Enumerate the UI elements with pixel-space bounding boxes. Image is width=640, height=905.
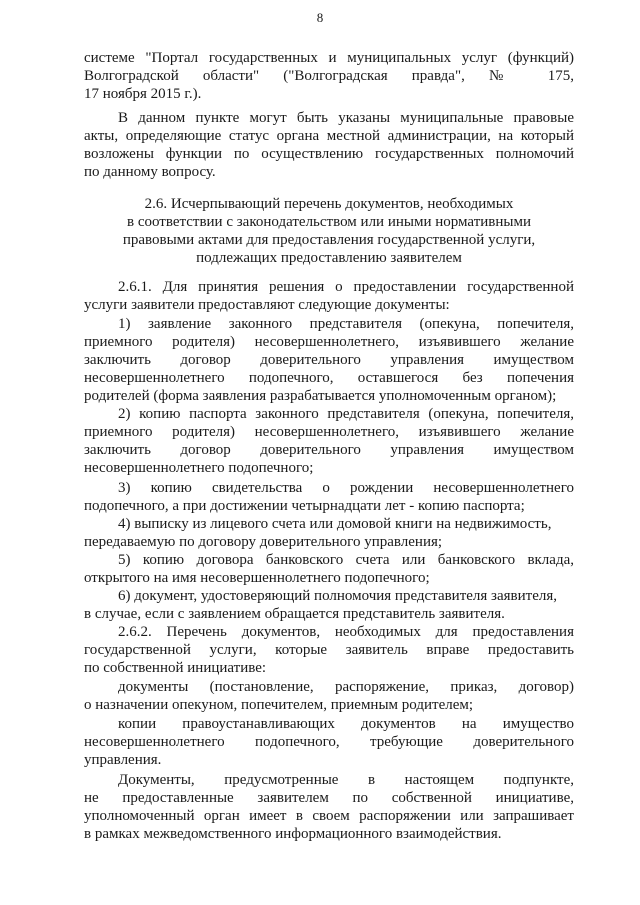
- section-heading-line: правовыми актами для предоставления государственной услуги,: [122, 232, 536, 248]
- text-line: 4) выписку из лицевого счета или домовой книги на недвижимость,: [118, 516, 552, 532]
- text-line: о назначении опекуном, попечителем, приемным родителем;: [84, 697, 474, 713]
- text-line: управления.: [84, 752, 162, 768]
- text-line: подопечного, а при достижении четырнадцати лет - копию паспорта;: [84, 498, 525, 514]
- page-number: 8: [316, 10, 324, 25]
- text-line: уполномоченный орган имеет в своем распоряжении или запрашивает: [84, 808, 574, 824]
- text-line: несовершеннолетнего подопечного, требующие доверительного: [84, 734, 574, 750]
- text-line: 1) заявление законного представителя (опекуна, попечителя,: [118, 316, 574, 332]
- text-line: возложены функции по осуществлению государственных полномочий: [84, 146, 574, 162]
- section-heading-line: в соответствии с законодательством или иными нормативными: [127, 214, 531, 230]
- text-line: документы (постановление, распоряжение, приказ, договор): [118, 679, 574, 695]
- text-line: акты, определяющие статус органа местной администрации, на который: [84, 128, 574, 144]
- text-line: несовершеннолетнего подопечного;: [84, 460, 314, 476]
- section-heading-line: подлежащих предоставлению заявителем: [196, 250, 462, 266]
- text-line: приемного родителя) несовершеннолетнего, изъявившего желание: [84, 334, 574, 350]
- text-line: заключить договор доверительного управления имуществом: [84, 442, 574, 458]
- text-line: копии правоустанавливающих документов на имущество: [118, 716, 574, 732]
- text-line: 6) документ, удостоверяющий полномочия представителя заявителя,: [118, 588, 557, 604]
- text-line: приемного родителя) несовершеннолетнего, изъявившего желание: [84, 424, 574, 440]
- text-line: по данному вопросу.: [84, 164, 216, 180]
- text-line: 2) копию паспорта законного представителя (опекуна, попечителя,: [118, 406, 574, 422]
- text-line: несовершеннолетнего подопечного, оставшегося без попечения: [84, 370, 574, 386]
- text-line: Волгоградской области" ("Волгоградская правда", № 175,: [84, 68, 574, 84]
- text-line: 2.6.1. Для принятия решения о предоставлении государственной: [118, 279, 574, 295]
- text-line: государственной услуги, которые заявитель вправе предоставить: [84, 642, 574, 658]
- text-line: по собственной инициативе:: [84, 660, 267, 676]
- section-heading-line: 2.6. Исчерпывающий перечень документов, необходимых: [144, 196, 514, 212]
- text-line: В данном пункте могут быть указаны муниципальные правовые: [118, 110, 574, 126]
- text-line: 17 ноября 2015 г.).: [84, 86, 202, 102]
- text-line: не предоставленные заявителем по собственной инициативе,: [84, 790, 574, 806]
- text-line: в рамках межведомственного информационного взаимодействия.: [84, 826, 502, 842]
- text-line: родителей (форма заявления разрабатывается уполномоченным органом);: [84, 388, 557, 404]
- text-line: Документы, предусмотренные в настоящем подпункте,: [118, 772, 574, 788]
- text-line: 5) копию договора банковского счета или банковского вклада,: [118, 552, 574, 568]
- text-line: заключить договор доверительного управления имуществом: [84, 352, 574, 368]
- text-line: системе "Портал государственных и муниципальных услуг (функций): [84, 50, 574, 66]
- text-line: передаваемую по договору доверительного управления;: [84, 534, 443, 550]
- text-line: 2.6.2. Перечень документов, необходимых для предоставления: [118, 624, 574, 640]
- text-line: открытого на имя несовершеннолетнего подопечного;: [84, 570, 430, 586]
- text-line: в случае, если с заявлением обращается представитель заявителя.: [84, 606, 505, 622]
- text-line: услуги заявители предоставляют следующие документы:: [84, 297, 450, 313]
- text-line: 3) копию свидетельства о рождении несовершеннолетнего: [118, 480, 574, 496]
